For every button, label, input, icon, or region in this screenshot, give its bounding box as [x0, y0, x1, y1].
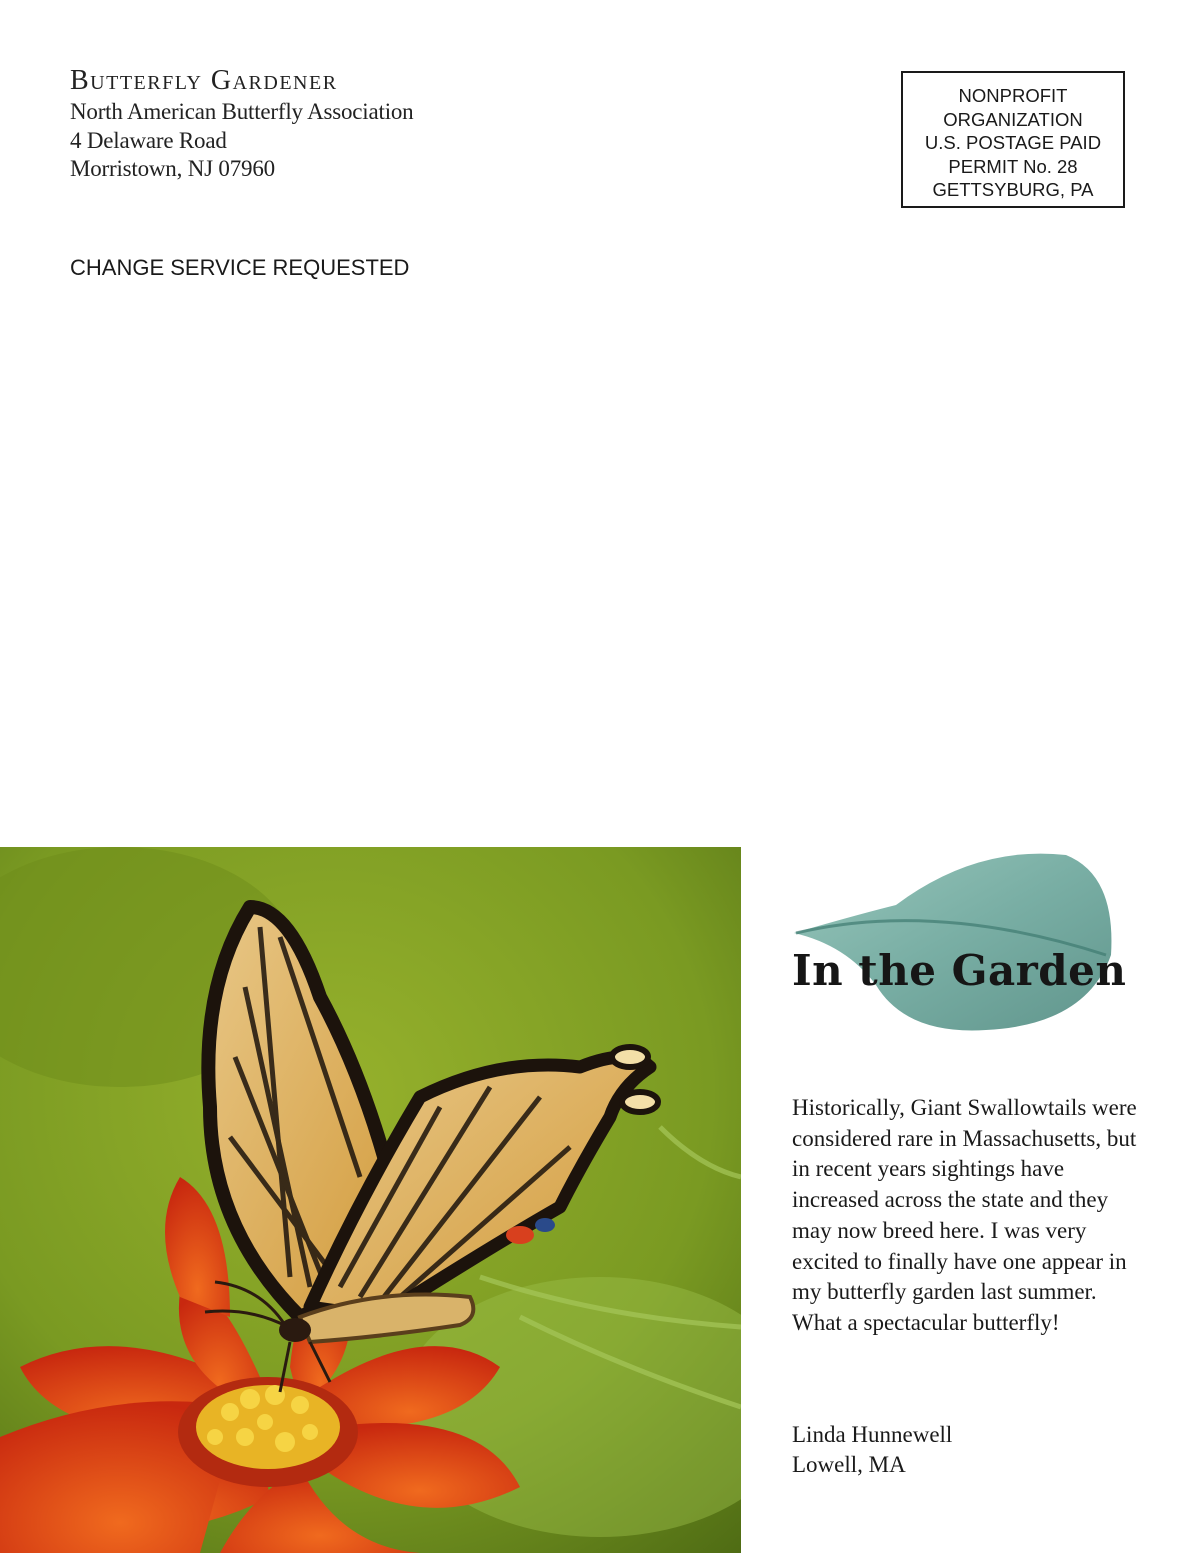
postage-indicia: [901, 71, 1125, 208]
column-title: In the Garden: [792, 946, 1127, 995]
leaf-icon: [786, 845, 1126, 1040]
story-paragraph: Historically, Giant Swallowtails were considered rare in Massachusetts, but in recent years sightings have increased across the state and they may now breed here. I was very excited to finally have one appear in my butterfly garden last summer. What a spectacular butterfly!: [792, 1095, 1137, 1335]
indicia-line: GETTSYBURG, PA: [932, 179, 1094, 200]
street-address: 4 Delaware Road: [70, 127, 227, 153]
publication-title: Butterfly Gardener: [70, 65, 338, 96]
city-state-zip: Morristown, NJ 07960: [70, 156, 275, 181]
butterfly-photo: [0, 847, 741, 1553]
author-name: Linda Hunnewell: [792, 1422, 953, 1447]
indicia-line: NONPROFIT: [958, 85, 1068, 106]
indicia-line: ORGANIZATION: [943, 108, 1083, 130]
indicia-line: U.S. POSTAGE PAID: [924, 132, 1102, 153]
author-location: Lowell, MA: [792, 1452, 906, 1477]
author-signature: [792, 1420, 952, 1480]
column-header-art: [786, 845, 1126, 1040]
organization-name: North American Butterfly Association: [70, 99, 414, 124]
indicia-line: PERMIT No. 28: [948, 155, 1078, 177]
column-story: [792, 1093, 1137, 1339]
return-address: [70, 64, 413, 184]
mail-endorsement: CHANGE SERVICE REQUESTED: [70, 255, 410, 280]
